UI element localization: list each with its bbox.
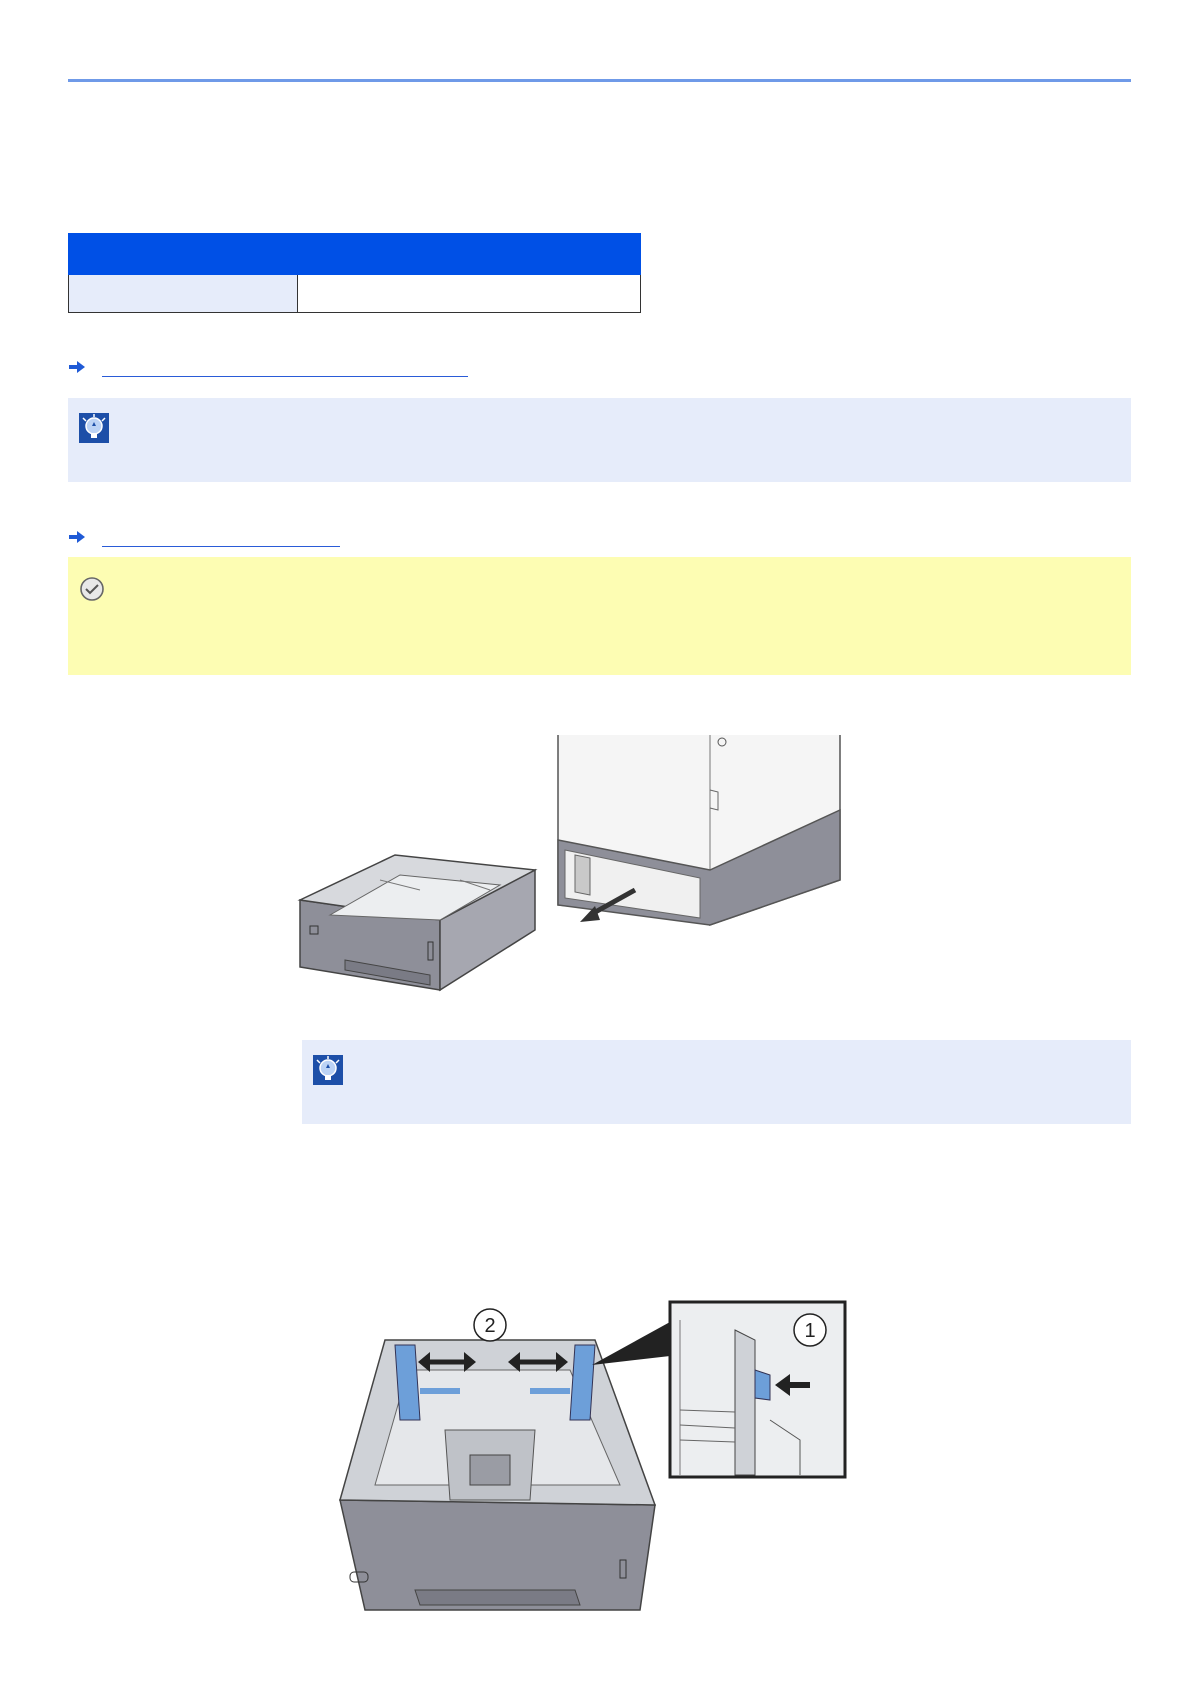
tip-icon	[313, 1055, 343, 1085]
caution-box	[68, 557, 1131, 675]
reference-link[interactable]	[68, 527, 368, 549]
detail-inset	[670, 1302, 845, 1477]
note-box	[68, 398, 1131, 482]
arrow-right-icon	[68, 530, 86, 544]
tip-icon	[79, 413, 109, 443]
callout-1-label: 1	[804, 1320, 816, 1342]
callout-2	[474, 1309, 506, 1341]
reference-link[interactable]	[68, 357, 468, 379]
printer-body	[558, 735, 840, 925]
header-rule	[68, 79, 1131, 82]
spec-table-cell	[69, 275, 298, 313]
arrow-right-icon	[68, 360, 86, 374]
check-circle-icon	[79, 576, 105, 602]
paper-cassette	[300, 855, 535, 990]
pull-out-tray-illustration	[290, 730, 850, 1010]
spec-table-header-cell	[69, 234, 298, 275]
spec-table-header-cell	[298, 234, 641, 275]
link-underline	[102, 546, 340, 547]
spec-table-cell	[298, 275, 641, 313]
spec-table	[68, 233, 641, 313]
link-underline	[102, 376, 468, 377]
note-box	[302, 1040, 1131, 1124]
paper-cassette	[340, 1340, 655, 1610]
adjust-guides-illustration	[330, 1300, 870, 1630]
spec-table-header-row	[69, 234, 641, 275]
inset-pointer	[592, 1322, 670, 1365]
spec-table-row	[69, 275, 641, 313]
callout-2-label: 2	[484, 1315, 496, 1337]
